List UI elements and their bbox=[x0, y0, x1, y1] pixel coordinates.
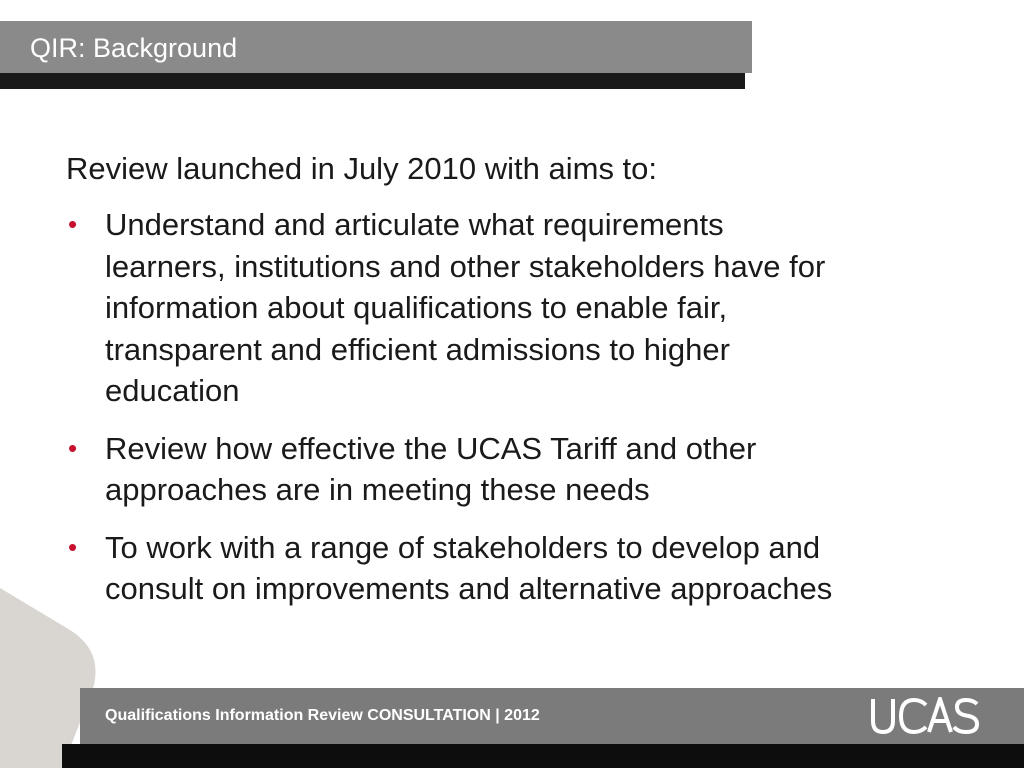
slide-title: QIR: Background bbox=[30, 33, 238, 63]
footer-text: Qualifications Information Review CONSULTATION | 2012 bbox=[105, 707, 540, 724]
bullet-text: To work with a range of stakeholders to develop and consult on improvements and alternative approaches bbox=[105, 529, 833, 606]
bullet-item-review bbox=[66, 428, 966, 511]
title-bar-shadow bbox=[0, 73, 745, 89]
bullet-icon: • bbox=[68, 432, 78, 463]
bullet-item-work bbox=[66, 527, 966, 610]
bullet-icon: • bbox=[68, 531, 78, 562]
intro-text: Review launched in July 2010 with aims to: bbox=[66, 151, 658, 186]
footer-black-strip bbox=[62, 744, 1024, 768]
slide-content bbox=[66, 148, 966, 626]
bullet-text: Review how effective the UCAS Tariff and other approaches are in meeting these needs bbox=[105, 430, 757, 507]
bullet-list bbox=[66, 204, 966, 610]
ucas-logo-icon bbox=[869, 697, 981, 735]
bullet-item-understand bbox=[66, 204, 966, 412]
bullet-text: Understand and articulate what requirements learners, institutions and other stakeholders have for information about qualifications to enable fair, transparent and efficient admissions to higher education bbox=[105, 207, 826, 408]
bullet-icon: • bbox=[68, 209, 78, 239]
